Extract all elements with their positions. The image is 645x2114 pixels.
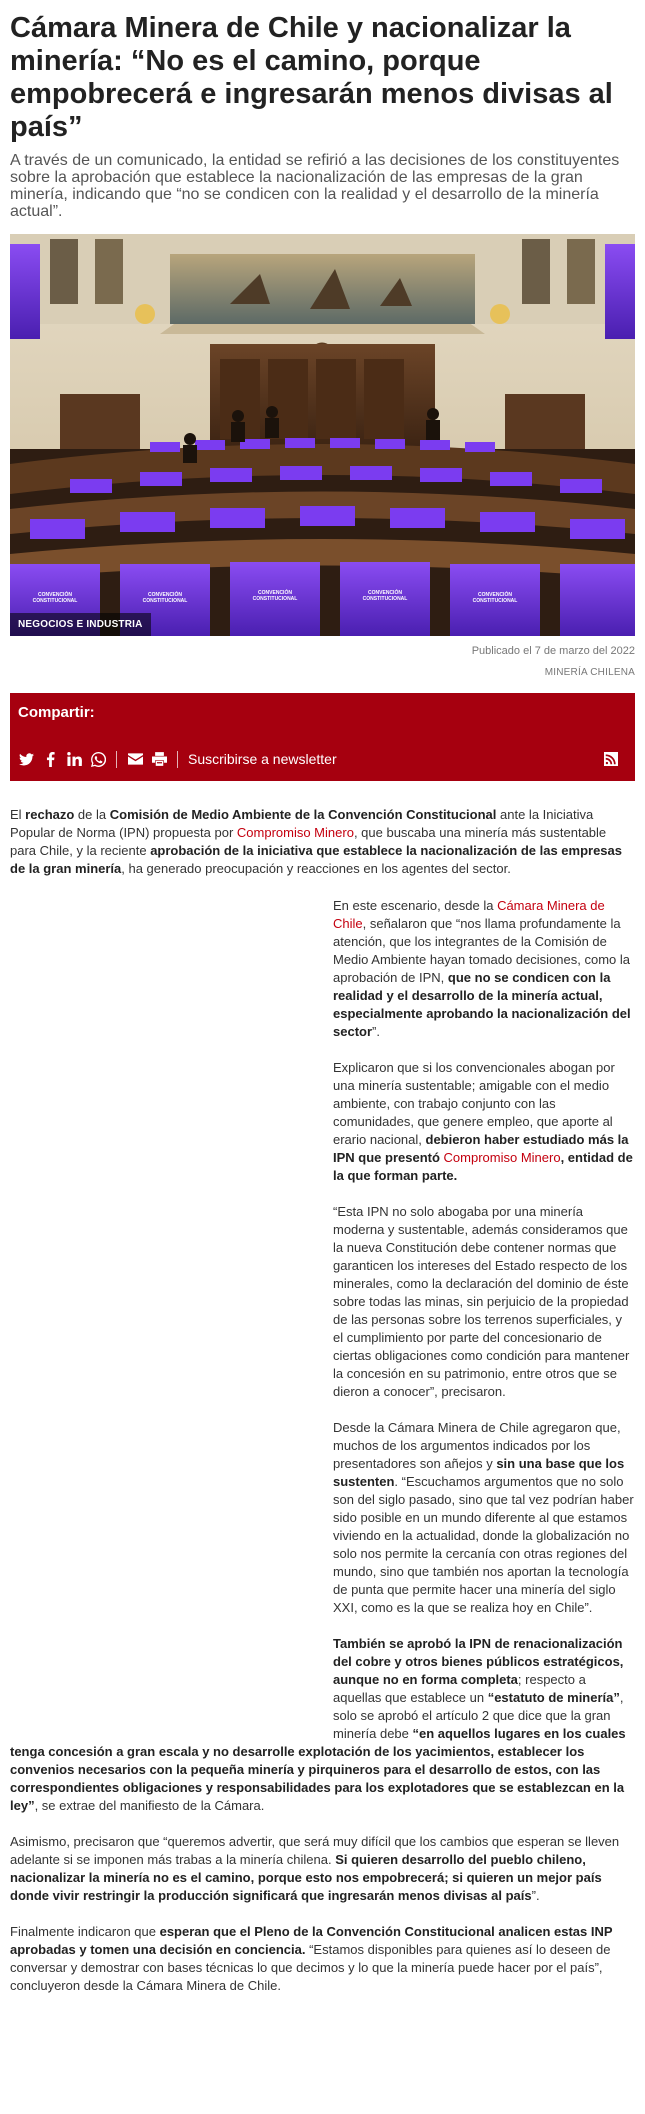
hero-image [10,234,635,636]
article-meta [10,644,635,680]
share-label: Compartir: [18,704,95,721]
screen-logo-text: CONSTITUCIONAL [472,598,518,604]
facebook-icon[interactable] [42,751,58,767]
article-body-flow [10,897,635,1995]
paragraph-ipn-quote: “Esta IPN no solo abogaba por una minería moderna y sustentable, además consideramos que la nueva Constitución debe contener normas que garanticen los intereses del Estado respecto de los minerales, como la declaración del dominio de éste sobre todas las minas, sin perjuicio de la propiedad de las personas sobre los terrenos superficiales, y el cumplimiento por parte del concesionario de ciertas obligaciones como condición para mantener la concesión en su patrimonio, entre otros que se dieron a conocer”, precisaron. [333,1204,630,1399]
share-icons-row [18,749,627,769]
screen-logo-text: CONSTITUCIONAL [252,596,298,602]
paragraph-argumentos: Desde la Cámara Minera de Chile agregaron que, muchos de los argumentos indicados por los presentadores son añejos y sin una base que los sustenten. “Escuchamos argumentos que no solo son del siglo pasado, sino que tal vez podrían haber sido posible en un mundo diferente al que estamos viviendo en la actualidad, donde la globalización no solo nos permite la cercanía con otras regiones del mundo, sino que también nos aportan la tecnología de punta que permite hacer una minería del siglo XXI, como es la que se realiza hoy en Chile”. [333,1420,634,1615]
compromiso-minero-link[interactable]: Compromiso Minero [236,825,354,840]
paragraph-renacionalizacion: También se aprobó la IPN de renacionalización del cobre y otros bienes públicos estratégicos, aunque no en forma completa; respecto a aquellas que establece un “estatuto de minería”, solo se aprobó el artículo 2 que dice que la gran minería debe “en aquellos lugares en los cuales tenga concesión a gran escala y no desarrolle explotación de los yacimientos, establecer los convenios necesarios con la pequeña minería y pirquineros para el desarrollo de estos, con las correspondientes obligaciones y responsabilidades para los explotadores que se establezcan en la ley”, se extrae del manifiesto de la Cámara. [10,1636,626,1813]
share-bar [10,693,635,781]
screen-logo-text: CONVENCIÓN [38,592,72,598]
screen-logo-text: CONVENCIÓN [148,592,182,598]
newsletter-link[interactable]: Suscribirse a newsletter [188,751,337,767]
paragraph-camara: En este escenario, desde la Cámara Minera de Chile, señalaron que “nos llama profundamente la atención, que los integrantes de la Comisión de Medio Ambiente hayan tomado decisiones, como la aprobación de IPN, que no se condicen con la realidad y el desarrollo de la minería actual, especialmente aprobando la nacionalización del sector”. [333,898,631,1039]
rss-icon[interactable] [603,751,619,767]
article-source: MINERÍA CHILENA [544,667,635,678]
screen-logo-text: CONVENCIÓN [368,590,402,596]
screen-logo-text: CONVENCIÓN [478,592,512,598]
paragraph-finalmente: Finalmente indicaron que esperan que el Pleno de la Convención Constitucional analicen estas INP aprobadas y tomen una decisión en conciencia. “Estamos disponibles para quienes así lo deseen de conversar y demostrar con bases técnicas lo que decimos y lo que la minería puede hacer por el país”, concluyeron desde la Cámara Minera de Chile. [10,1924,613,1993]
screen-logo-text: CONVENCIÓN [258,590,292,596]
paragraph-intro: El rechazo de la Comisión de Medio Ambiente de la Convención Constitucional ante la Iniciativa Popular de Norma (IPN) propuesta por Compromiso Minero, que buscaba una minería más sustentable para Chile, y la reciente aprobación de la iniciativa que establece la nacionalización de las empresas de la gran minería, ha generado preocupación y reacciones en los agentes del sector. [10,807,622,876]
whatsapp-icon[interactable] [90,751,106,767]
twitter-icon[interactable] [18,751,34,767]
print-icon[interactable] [151,751,167,767]
paragraph-explicaron: Explicaron que si los convencionales abogan por una minería sustentable; amigable con el medio ambiente, con trabajo conjunto con las comunidades, que genere empleo, que aporte al erario nacional, debieron haber estudiado más la IPN que presentó Compromiso Minero, entidad de la que forman parte. [333,1060,633,1183]
compromiso-minero-link[interactable]: Compromiso Minero [443,1150,561,1165]
chamber-illustration [10,234,635,636]
screen-logo-text: CONSTITUCIONAL [362,596,408,602]
article-lead: A través de un comunicado, la entidad se refirió a las decisiones de los constituyentes sobre la aprobación que establece la nacionalización de las empresas de la gran minería, indicando que “no se condicen con la realidad y el desarrollo de la minería actual”. [10,152,620,220]
mail-icon[interactable] [127,751,143,767]
empty-left-column [10,897,333,1742]
article-title: Cámara Minera de Chile y nacionalizar la minería: “No es el camino, porque empobrecerá e ingresarán menos divisas al país” [10,12,613,143]
linkedin-icon[interactable] [66,751,82,767]
paragraph-asimismo: Asimismo, precisaron que “queremos advertir, que será muy difícil que los cambios que esperan se lleven adelante si se imponen más trabas a la minería chilena. Si quieren desarrollo del pueblo chileno, nacionalizar la minería no es el camino, porque esto nos empobrecerá; si quieren un mejor país donde vivir restringir la producción significará que ingresarán menos divisas al país”. [10,1834,620,1903]
screen-logo-text: CONSTITUCIONAL [142,598,188,604]
category-badge[interactable]: NEGOCIOS E INDUSTRIA [10,613,151,636]
share-divider [116,751,117,768]
screen-logo-text: CONSTITUCIONAL [32,598,78,604]
share-divider [177,751,178,768]
camara-minera-link[interactable]: Cámara Minera de Chile [333,898,605,931]
publish-date: Publicado el 7 de marzo del 2022 [471,645,635,657]
